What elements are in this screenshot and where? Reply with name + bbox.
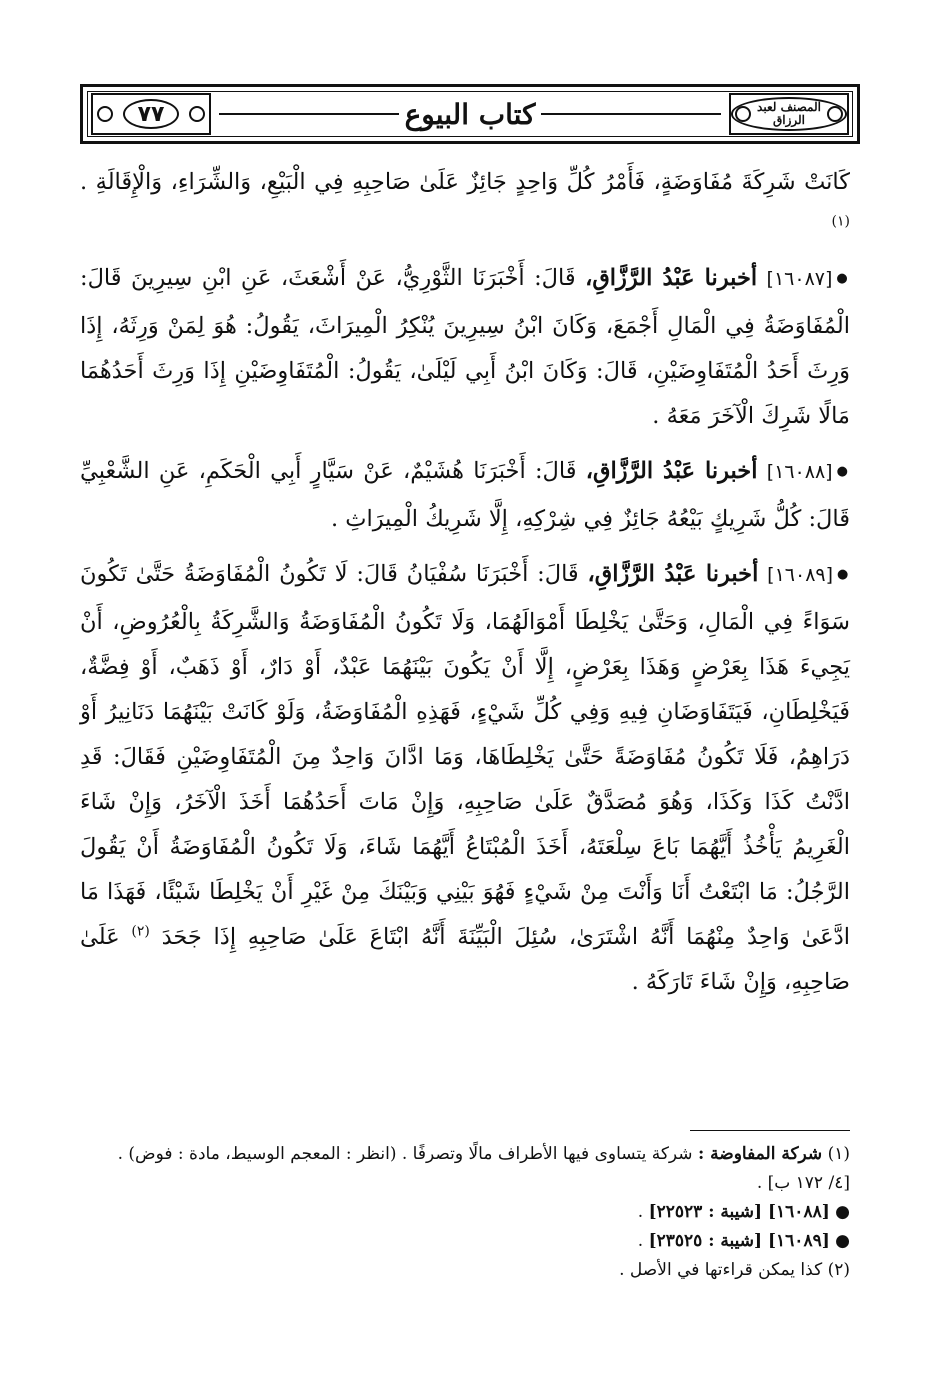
main-text — [80, 160, 850, 1015]
footnote-separator — [690, 1130, 850, 1131]
hadith-text: قَالَ: أَخْبَرَنَا سُفْيَانُ قَالَ: لَا تَكُونُ الْمُفَاوَضَةُ حَتَّىٰ تَكُونَ سَوَاءً فِي الْمَالِ، وَحَتَّىٰ يَخْلِطَا أَمْوَالَهُمَا، وَلَا تَكُونُ الْمُفَاوَضَةُ وَالشَّرِكَةُ بِالْعُرُوضِ، أَنْ يَجِيءَ هَذَا بِعَرْضٍ وَهَذَا بِعَرْضٍ، إِلَّا أَنْ يَكُونَ بَيْنَهُمَا عَبْدٌ، أَوْ دَارٌ، أَوْ ذَهَبٌ، أَوْ فِضَّةٌ، فَيَخْلِطَانِ، فَيَتَفَاوَضَانِ فِيهِ وَفِي كُلِّ شَيْءٍ، فَهَذِهِ الْمُفَاوَضَةُ، وَلَوْ كَانَتْ بَيْنَهُمَا دَنَانِيرُ أَوْ دَرَاهِمُ، فَلَا تَكُونُ مُفَاوَضَةً حَتَّىٰ يَخْلِطَاهَا، وَمَا ادَّانَ وَاحِدٌ مِنَ الْمُتَفَاوِضَيْنِ فَقَالَ: قَدِ ادَّنْتُ كَذَا وَكَذَا، وَهُوَ مُصَدَّقٌ عَلَىٰ صَاحِبِهِ، وَإِنْ مَاتَ أَحَدُهُمَا أَخَذَ الْآخَرُ، وَإِنْ شَاءَ الْغَرِيمُ يَأْخُذُ أَيَّهُمَا بَاعَ سِلْعَتَهُ، أَخَذَ الْمُبْتَاعُ أَيَّهُمَا شَاءَ، وَلَا تَكُونُ الْمُفَاوَضَةُ أَنْ يَقُولَ الرَّجُلُ: مَا ابْتَعْتُ أَنَا وَأَنْتَ مِنْ شَيْءٍ فَهُوَ بَيْنِي وَبَيْنَكَ مِنْ غَيْرِ أَنْ يَخْلِطَا شَيْئًا، فَهَذَا مَا ادَّعَىٰ وَاحِدٌ مِنْهُمَا أَنَّهُ اشْتَرَىٰ، سُئِلَ الْبَيِّنَةَ أَنَّهُ ابْتَاعَ عَلَىٰ صَاحِبِهِ إِذَا جَحَدَ — [80, 561, 850, 950]
hadith-number: [١٦٠٨٩] — [767, 564, 834, 586]
footnote-text: كذا يمكن قراءتها في الأصل . — [619, 1260, 823, 1280]
footnote — [80, 1198, 850, 1227]
hadith-source: أخبرنا عَبْدُ الرَّزَّاقِ، — [585, 265, 758, 291]
footnote — [80, 1140, 850, 1169]
intro-paragraph — [80, 160, 850, 250]
footnote-prefix: (٢) — [827, 1260, 850, 1280]
bullet-icon: ● — [836, 464, 851, 479]
ornament-icon — [189, 106, 205, 122]
footnote-prefix: ● — [835, 1231, 850, 1251]
footnote-text: . — [637, 1202, 644, 1222]
footnote-text: . — [637, 1231, 644, 1251]
footnotes — [80, 1140, 850, 1285]
footnote — [80, 1227, 850, 1256]
page-number: ٧٧ — [123, 99, 179, 129]
footnote-text: [٤/ ١٧٢ ب] . — [756, 1173, 850, 1193]
ornament-icon — [97, 106, 113, 122]
book-logo — [729, 93, 849, 135]
footnote — [80, 1256, 850, 1285]
footnote-prefix: (١) — [827, 1144, 850, 1164]
bullet-icon: ● — [836, 271, 851, 286]
footnote-prefix: ● — [835, 1202, 850, 1222]
footnote-marker: (٢) — [131, 923, 150, 940]
footnote-term: شركة المفاوضة : — [697, 1144, 823, 1164]
ornament-icon — [827, 106, 843, 122]
hadith-source: أخبرنا عَبْدُ الرَّزَّاقِ، — [585, 458, 758, 484]
footnote — [80, 1169, 850, 1198]
hadith-entry — [80, 552, 850, 1005]
footnote-term: [١٦٠٨٩] [شيبة : ٢٣٥٢٥] — [648, 1231, 830, 1251]
hadith-number: [١٦٠٨٧] — [766, 268, 833, 290]
hadith-text: قَالَ: أَخْبَرَنَا الثَّوْرِيُّ، عَنْ أَشْعَثَ، عَنِ ابْنِ سِيرِينَ قَالَ: الْمُفَاوَضَةُ فِي الْمَالِ أَجْمَعَ، وَكَانَ ابْنُ سِيرِينَ يُنْكِرُ الْمِيرَاثَ، يَقُولُ: هُوَ لِمَنْ وَرِثَهُ، إِذَا وَرِثَ أَحَدُ الْمُتَفَاوِضَيْنِ، قَالَ: وَكَانَ ابْنُ أَبِي لَيْلَىٰ، يَقُولُ: الْمُتَفَاوِضَيْنِ إِذَا وَرِثَ أَحَدُهُمَا مَالًا شَرِكَ الْآخَرَ مَعَهُ . — [80, 265, 850, 429]
bullet-icon: ● — [837, 567, 851, 582]
ornament-icon — [735, 106, 751, 122]
chapter-title: كتاب البيوع — [404, 97, 536, 131]
intro-text: كَانَتْ شَرِكَةَ مُفَاوَضَةٍ، فَأَمْرُ كُلِّ وَاحِدٍ جَائِزٌ عَلَىٰ صَاحِبِهِ فِي الْبَيْعِ، وَالشِّرَاءِ، وَالْإِقَالَةِ . — [80, 169, 850, 195]
hadith-text-continued: عَلَىٰ صَاحِبِهِ، وَإِنْ شَاءَ تَارَكَهُ . — [80, 924, 850, 995]
hadith-source: أخبرنا عَبْدُ الرَّزَّاقِ، — [587, 561, 759, 587]
footnote-marker: (١) — [831, 213, 850, 230]
hadith-entry — [80, 256, 850, 439]
hadith-text: قَالَ: أَخْبَرَنَا هُشَيْمٌ، عَنْ سَيَّارٍ أَبِي الْحَكَمِ، عَنِ الشَّعْبِيِّ قَالَ: كُلُّ شَرِيكٍ بَيْعُهُ جَائِزٌ فِي شِرْكِهِ، إِلَّا شَرِيكُ الْمِيرَاثِ . — [80, 458, 850, 532]
book-logo-text: المصنف لعبد الرزاق — [731, 97, 847, 130]
page-header — [80, 84, 860, 144]
hadith-entry — [80, 449, 850, 542]
page-number-box — [91, 93, 211, 135]
footnote-term: [١٦٠٨٨] [شيبة : ٢٢٥٢٣] — [648, 1202, 830, 1222]
footnote-text: شركة يتساوى فيها الأطراف مالًا وتصرفًا . (انظر : المعجم الوسيط، مادة : فوض) . — [117, 1144, 693, 1164]
hadith-number: [١٦٠٨٨] — [766, 461, 833, 483]
